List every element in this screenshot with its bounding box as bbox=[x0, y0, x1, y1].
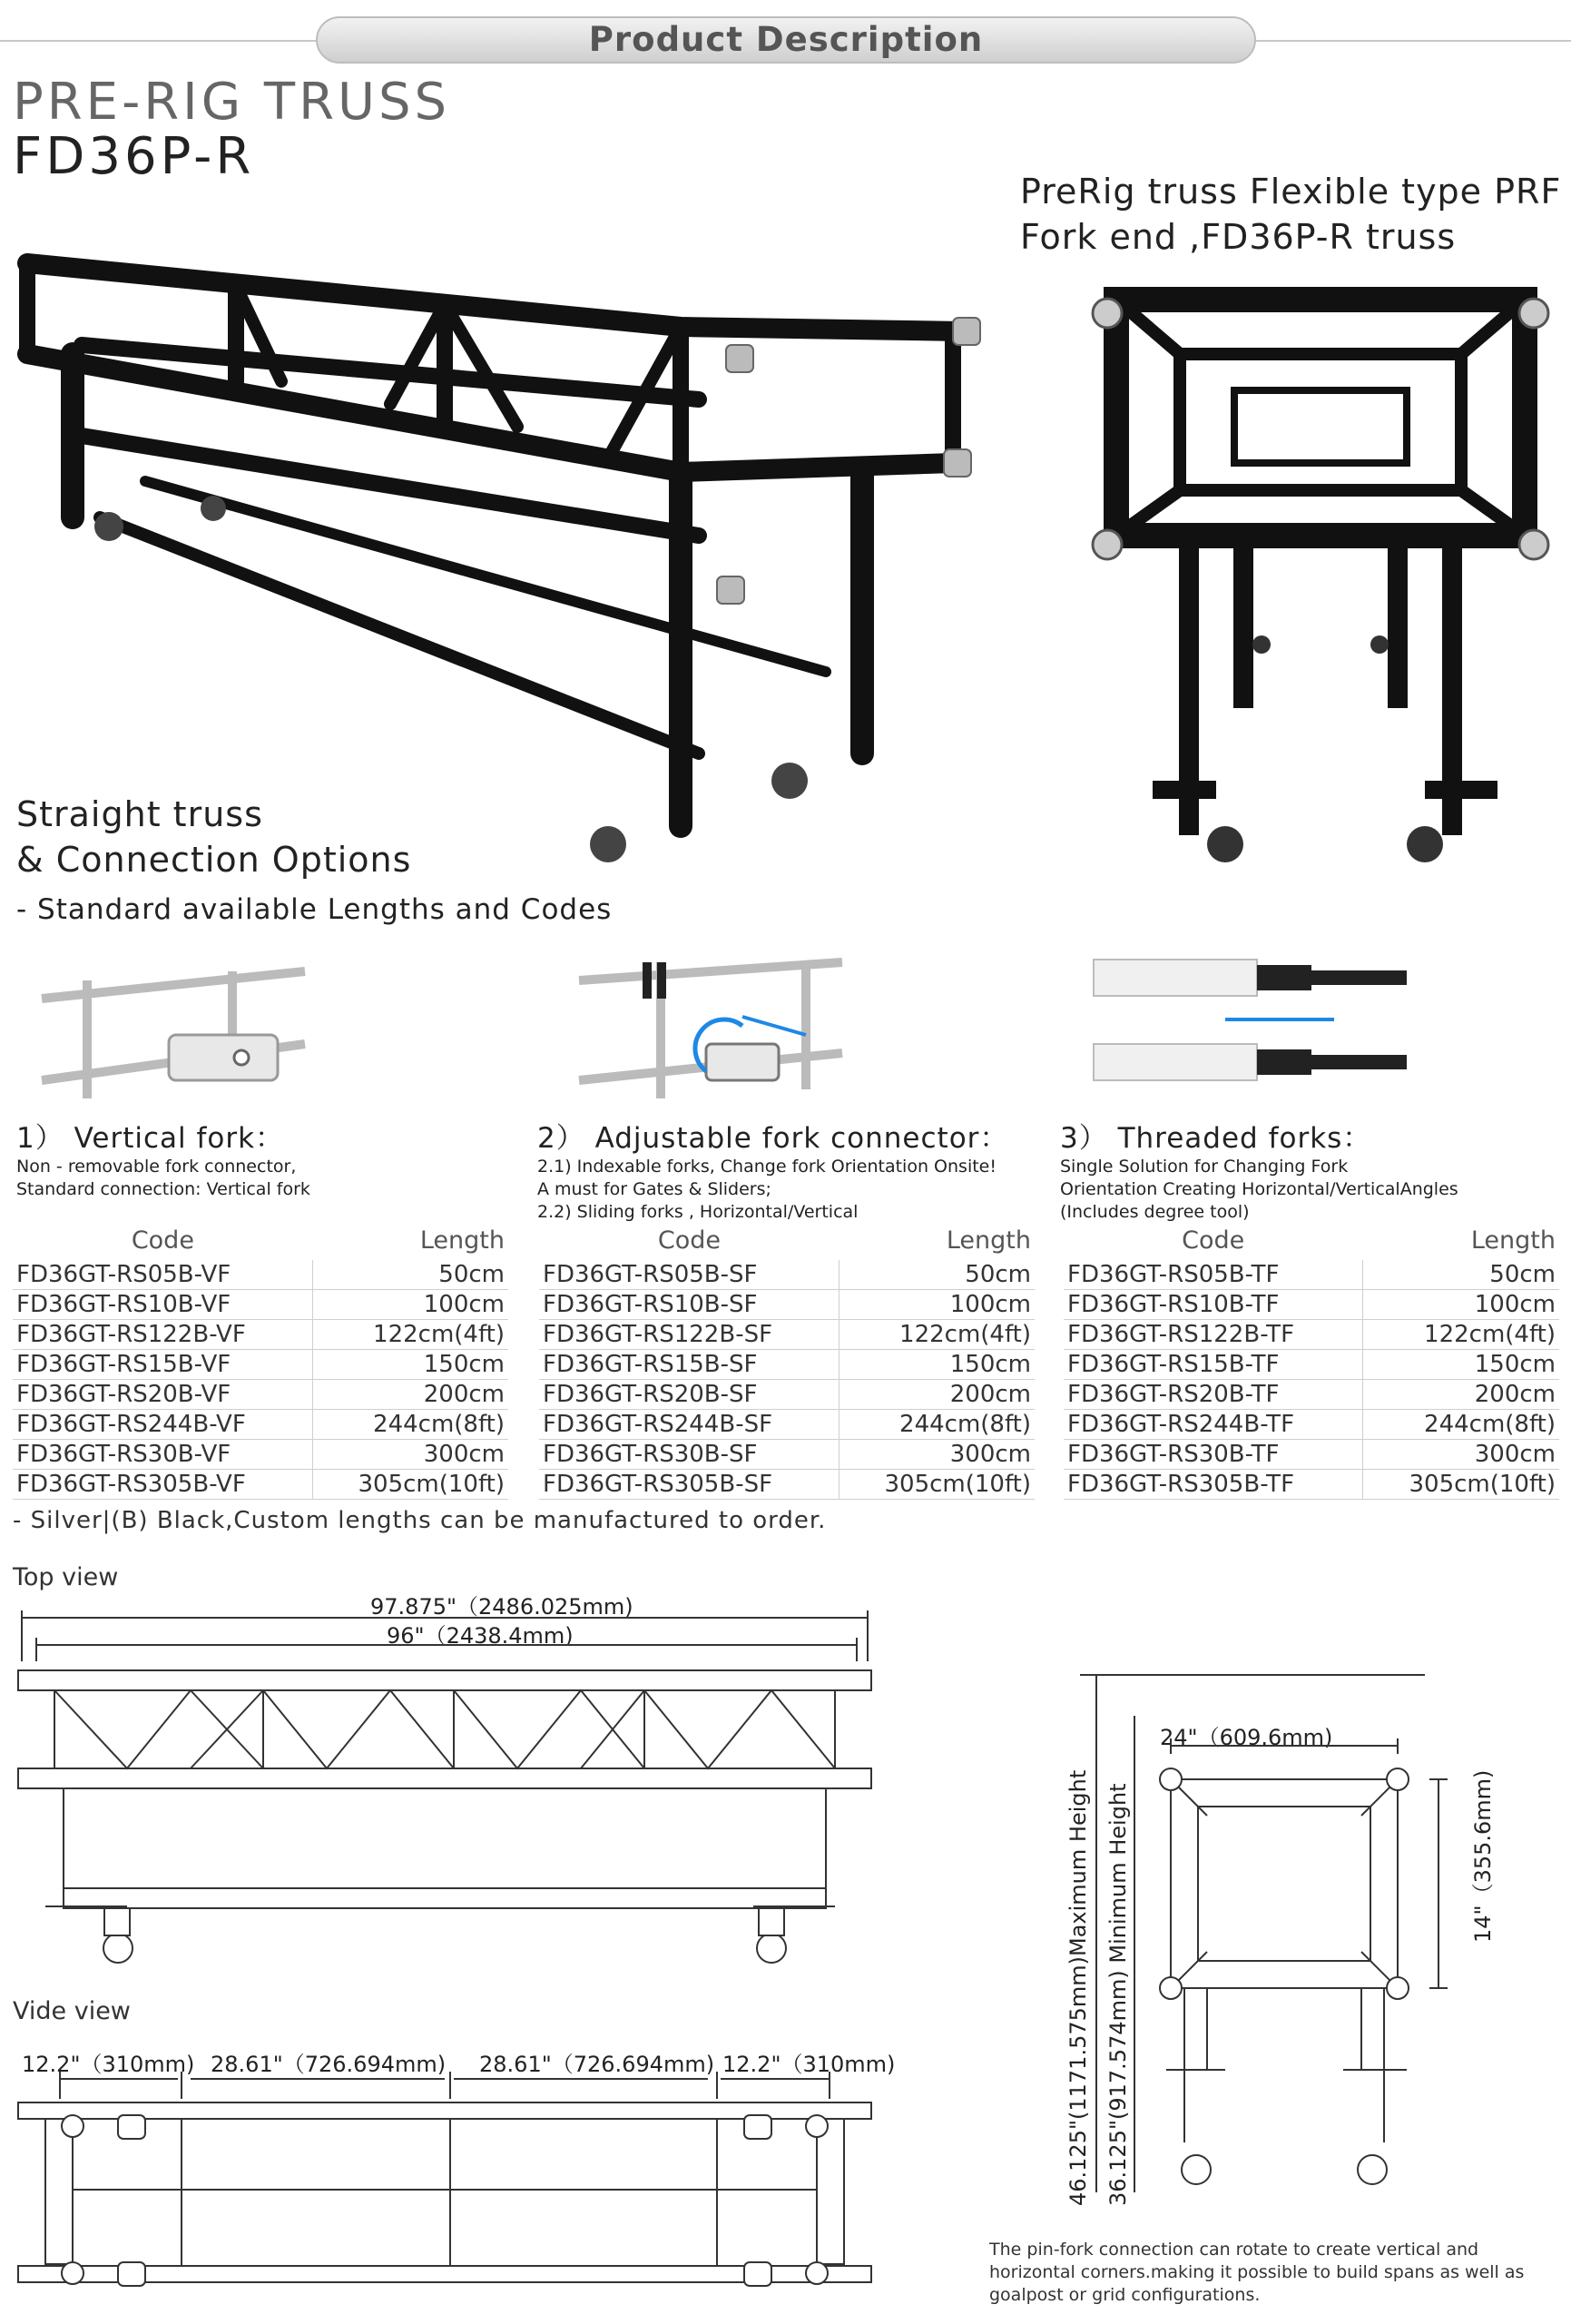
code-cell: FD36GT-RS10B-VF bbox=[13, 1290, 313, 1320]
vertical-fork-illustration bbox=[33, 944, 319, 1108]
product-subtitle bbox=[1020, 169, 1561, 260]
option-description: Non - removable fork connector, Standard connection: Vertical fork bbox=[16, 1157, 310, 1199]
end-height-dimension: 14"（355.6mm) bbox=[1470, 1769, 1496, 1943]
top-view-label: Top view bbox=[13, 1563, 119, 1591]
codes-table-vertical bbox=[13, 1220, 508, 1500]
table-row bbox=[13, 1470, 508, 1500]
length-cell: 122cm(4ft) bbox=[840, 1320, 1035, 1350]
table-row bbox=[1064, 1320, 1559, 1350]
length-header: Length bbox=[946, 1226, 1031, 1255]
table-header bbox=[13, 1220, 508, 1260]
code-cell: FD36GT-RS305B-SF bbox=[539, 1470, 840, 1500]
code-cell: FD36GT-RS30B-SF bbox=[539, 1440, 840, 1470]
length-cell: 150cm bbox=[1362, 1350, 1559, 1380]
code-header: Code bbox=[657, 1226, 721, 1255]
option-description: Single Solution for Changing Fork Orientation Creating Horizontal/VerticalAngles (Includes degree tool) bbox=[1060, 1157, 1458, 1222]
table-row bbox=[539, 1440, 1035, 1470]
truss-end-photo bbox=[1089, 281, 1561, 899]
code-cell: FD36GT-RS15B-SF bbox=[539, 1350, 840, 1380]
code-cell: FD36GT-RS05B-VF bbox=[13, 1260, 313, 1290]
code-header: Code bbox=[1182, 1226, 1245, 1255]
table-row bbox=[1064, 1470, 1559, 1500]
min-height-dimension: 36.125"(917.574mm) Minimum Height bbox=[1105, 1783, 1131, 2206]
table-row bbox=[13, 1410, 508, 1440]
option-title: 3） Threaded forks： bbox=[1060, 1122, 1372, 1155]
code-cell: FD36GT-RS122B-TF bbox=[1064, 1320, 1362, 1350]
length-cell: 300cm bbox=[313, 1440, 508, 1470]
table-row bbox=[13, 1380, 508, 1410]
side-dim-3: 28.61"（726.694mm) bbox=[479, 2052, 715, 2077]
code-cell: FD36GT-RS305B-VF bbox=[13, 1470, 313, 1500]
length-cell: 200cm bbox=[840, 1380, 1035, 1410]
table-row bbox=[539, 1470, 1035, 1500]
table-row bbox=[1064, 1440, 1559, 1470]
product-subtitle-line2: Fork end ,FD36P-R truss bbox=[1020, 217, 1457, 257]
length-cell: 244cm(8ft) bbox=[1362, 1410, 1559, 1440]
table-row bbox=[1064, 1350, 1559, 1380]
side-dim-1: 12.2"（310mm) bbox=[22, 2052, 195, 2077]
length-cell: 122cm(4ft) bbox=[313, 1320, 508, 1350]
side-view-label: Vide view bbox=[13, 1997, 131, 2025]
option-title: 2） Adjustable fork connector： bbox=[537, 1122, 1009, 1155]
length-cell: 122cm(4ft) bbox=[1362, 1320, 1559, 1350]
length-cell: 305cm(10ft) bbox=[840, 1470, 1035, 1500]
side-dim-4: 12.2"（310mm) bbox=[722, 2052, 896, 2077]
table-row bbox=[539, 1260, 1035, 1290]
side-view-drawing bbox=[9, 2072, 880, 2317]
adjustable-fork-illustration bbox=[570, 944, 857, 1108]
table-row bbox=[1064, 1260, 1559, 1290]
length-cell: 300cm bbox=[1362, 1440, 1559, 1470]
length-cell: 200cm bbox=[313, 1380, 508, 1410]
code-cell: FD36GT-RS20B-TF bbox=[1064, 1380, 1362, 1410]
table-header bbox=[539, 1220, 1035, 1260]
length-cell: 150cm bbox=[840, 1350, 1035, 1380]
table-row bbox=[539, 1380, 1035, 1410]
section-heading-line1: Straight truss bbox=[16, 794, 263, 834]
option-title: 1） Vertical fork： bbox=[16, 1122, 285, 1155]
code-cell: FD36GT-RS20B-VF bbox=[13, 1380, 313, 1410]
length-cell: 150cm bbox=[313, 1350, 508, 1380]
length-cell: 300cm bbox=[840, 1440, 1035, 1470]
length-cell: 50cm bbox=[313, 1260, 508, 1290]
table-row bbox=[1064, 1410, 1559, 1440]
codes-table-threaded bbox=[1064, 1220, 1559, 1500]
product-model-title: FD36P-R bbox=[13, 127, 255, 186]
length-cell: 305cm(10ft) bbox=[1362, 1470, 1559, 1500]
side-dim-2: 28.61"（726.694mm) bbox=[211, 2052, 447, 2077]
table-row bbox=[13, 1290, 508, 1320]
length-cell: 100cm bbox=[1362, 1290, 1559, 1320]
length-cell: 50cm bbox=[1362, 1260, 1559, 1290]
table-row bbox=[13, 1440, 508, 1470]
codes-table-adjustable bbox=[539, 1220, 1035, 1500]
table-row bbox=[13, 1350, 508, 1380]
end-view-drawing bbox=[1080, 1670, 1461, 2197]
code-cell: FD36GT-RS15B-TF bbox=[1064, 1350, 1362, 1380]
color-note: - Silver|(B) Black,Custom lengths can be manufactured to order. bbox=[13, 1507, 827, 1534]
product-category-title: PRE-RIG TRUSS bbox=[13, 73, 451, 132]
length-cell: 305cm(10ft) bbox=[313, 1470, 508, 1500]
code-cell: FD36GT-RS10B-SF bbox=[539, 1290, 840, 1320]
code-cell: FD36GT-RS305B-TF bbox=[1064, 1470, 1362, 1500]
max-height-dimension: 46.125"(1171.575mm)Maximum Height bbox=[1065, 1769, 1091, 2206]
code-cell: FD36GT-RS122B-SF bbox=[539, 1320, 840, 1350]
length-cell: 100cm bbox=[840, 1290, 1035, 1320]
section-subtitle: - Standard available Lengths and Codes bbox=[16, 893, 613, 926]
code-cell: FD36GT-RS244B-VF bbox=[13, 1410, 313, 1440]
code-cell: FD36GT-RS20B-SF bbox=[539, 1380, 840, 1410]
table-row bbox=[13, 1320, 508, 1350]
inner-length-dimension: 96"（2438.4mm) bbox=[387, 1623, 574, 1649]
code-cell: FD36GT-RS244B-SF bbox=[539, 1410, 840, 1440]
table-row bbox=[1064, 1380, 1559, 1410]
overall-length-dimension: 97.875"（2486.025mm) bbox=[370, 1594, 633, 1620]
code-cell: FD36GT-RS30B-VF bbox=[13, 1440, 313, 1470]
code-cell: FD36GT-RS244B-TF bbox=[1064, 1410, 1362, 1440]
code-cell: FD36GT-RS05B-SF bbox=[539, 1260, 840, 1290]
end-width-dimension: 24"（609.6mm) bbox=[1160, 1725, 1333, 1750]
table-row bbox=[539, 1350, 1035, 1380]
product-subtitle-line1: PreRig truss Flexible type PRF bbox=[1020, 172, 1562, 212]
length-header: Length bbox=[1470, 1226, 1556, 1255]
code-header: Code bbox=[131, 1226, 194, 1255]
length-cell: 244cm(8ft) bbox=[313, 1410, 508, 1440]
table-header bbox=[1064, 1220, 1559, 1260]
length-header: Length bbox=[419, 1226, 505, 1255]
section-heading-line2: & Connection Options bbox=[16, 840, 412, 880]
code-cell: FD36GT-RS30B-TF bbox=[1064, 1440, 1362, 1470]
section-heading bbox=[16, 792, 411, 882]
option-adjustable-fork bbox=[537, 1115, 1055, 1224]
option-vertical-fork bbox=[16, 1115, 534, 1201]
table-row bbox=[539, 1320, 1035, 1350]
code-cell: FD36GT-RS05B-TF bbox=[1064, 1260, 1362, 1290]
table-row bbox=[539, 1290, 1035, 1320]
table-row bbox=[539, 1410, 1035, 1440]
length-cell: 50cm bbox=[840, 1260, 1035, 1290]
length-cell: 200cm bbox=[1362, 1380, 1559, 1410]
banner: Product Description bbox=[316, 16, 1256, 64]
table-row bbox=[1064, 1290, 1559, 1320]
length-cell: 244cm(8ft) bbox=[840, 1410, 1035, 1440]
table-row bbox=[13, 1260, 508, 1290]
option-description: 2.1) Indexable forks, Change fork Orientation Onsite! A must for Gates & Sliders; 2.2) Sliding forks , Horizontal/Vertical bbox=[537, 1157, 997, 1222]
threaded-fork-illustration bbox=[1089, 949, 1416, 1094]
code-cell: FD36GT-RS122B-VF bbox=[13, 1320, 313, 1350]
option-threaded-fork bbox=[1060, 1115, 1568, 1224]
length-cell: 100cm bbox=[313, 1290, 508, 1320]
top-view-drawing bbox=[9, 1607, 880, 1979]
code-cell: FD36GT-RS10B-TF bbox=[1064, 1290, 1362, 1320]
footer-note: The pin-fork connection can rotate to create vertical and horizontal corners.making it possible to build spans as well as goalpost or grid configurations. bbox=[989, 2240, 1525, 2305]
code-cell: FD36GT-RS15B-VF bbox=[13, 1350, 313, 1380]
